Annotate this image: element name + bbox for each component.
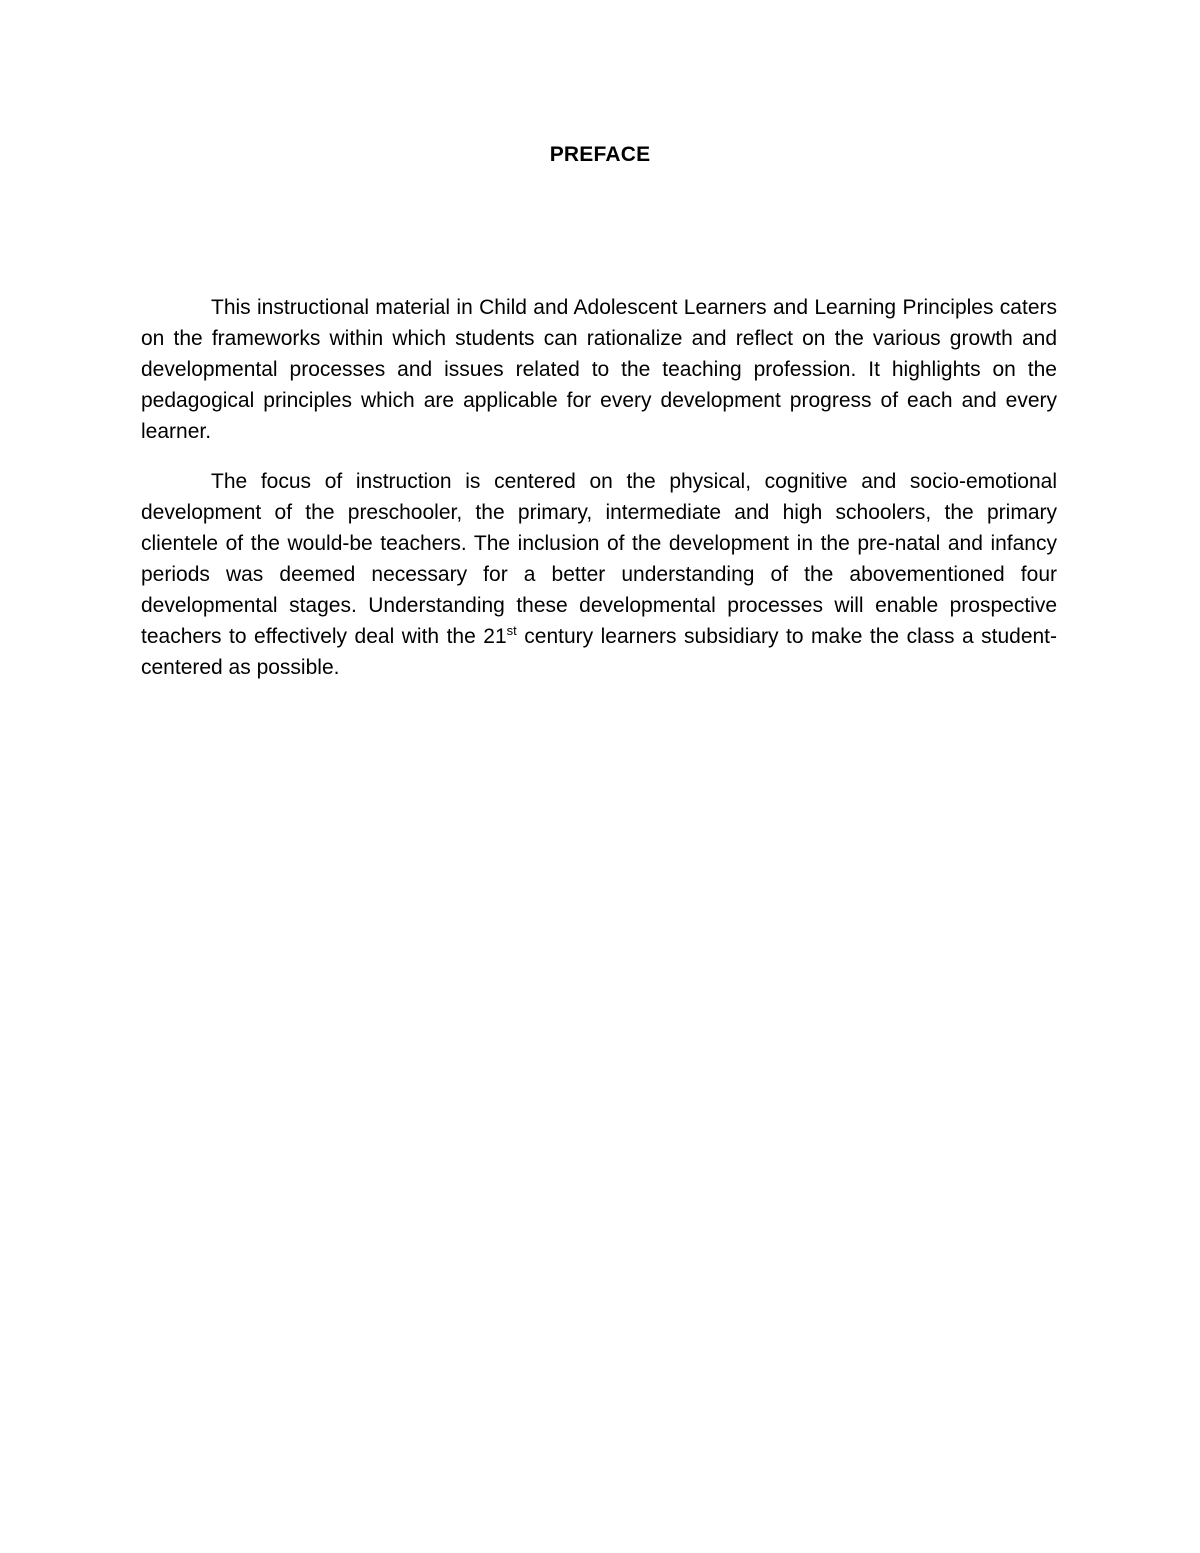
- document-body: [141, 292, 1057, 702]
- page-title: PREFACE: [549, 143, 651, 166]
- paragraph-2-text: The focus of instruction is centered on the physical, cognitive and socio-emotional development of the preschooler, the primary, intermediate and high schoolers, the primary clientele of the would-be teachers. The inclusion of the development in the pre-natal and infancy periods was deemed necessary for a better understanding of the abovementioned four developmental stages. Understanding these developmental processes will enable prospective teachers to effectively deal with the: [141, 470, 1057, 648]
- paragraph-2-ending: century learners subsidiary to make the class a student-centered as possible.: [141, 625, 1057, 679]
- ordinal-suffix: st: [506, 623, 517, 638]
- paragraph-1: This instructional material in Child and Adolescent Learners and Learning Principles caters on the frameworks within which students can rationalize and reflect on the various growth and developmental processes and issues related to the teaching profession. It highlights on the pedagogical principles which are applicable for every development progress of each and every learner.: [141, 296, 1057, 443]
- paragraph-2: [141, 466, 1057, 683]
- ordinal-number: 21: [483, 625, 507, 648]
